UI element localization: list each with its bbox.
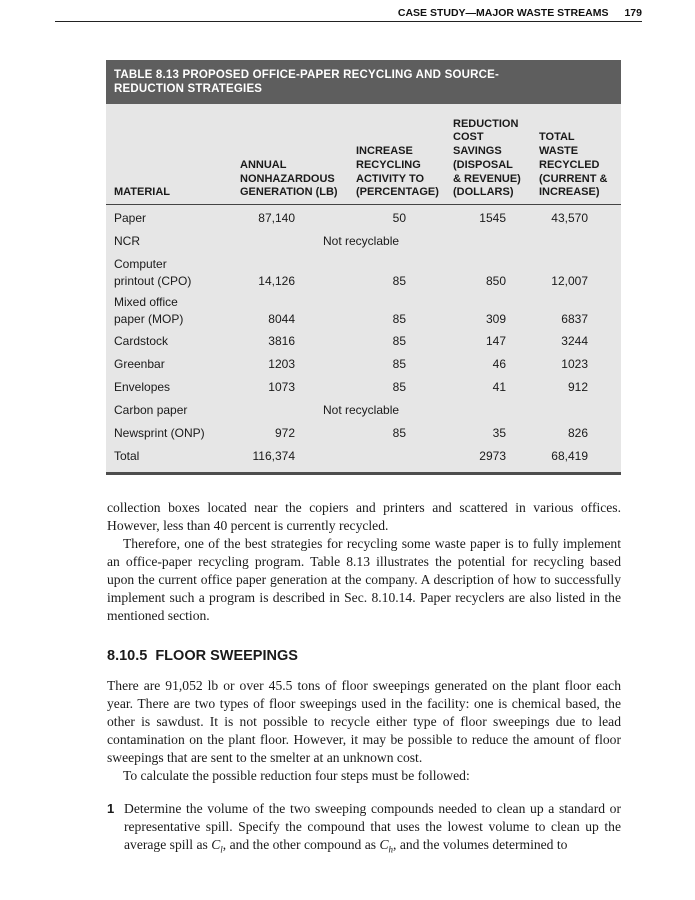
cell-material-line: printout (CPO) [114, 274, 192, 288]
cell-material: Newsprint (ONP) [114, 426, 205, 440]
col-header-line: SAVINGS [453, 145, 502, 158]
cell-generation: 14,126 [258, 274, 295, 288]
variable: C [379, 837, 389, 852]
cell-material: Greenbar [114, 357, 165, 371]
col-header-line: INCREASE [356, 145, 413, 158]
step-text [124, 800, 621, 859]
cell-savings: 1545 [479, 211, 506, 225]
cell-generation: 116,374 [252, 449, 295, 463]
cell-total: 43,570 [551, 211, 588, 225]
cell-savings: 41 [492, 380, 506, 394]
section-body-text [107, 677, 621, 785]
cell-generation: 87,140 [258, 211, 295, 225]
cell-recycling: 85 [392, 274, 406, 288]
cell-not-recyclable: Not recyclable [323, 234, 400, 248]
numbered-step [107, 800, 621, 859]
table-title-line: REDUCTION STRATEGIES [114, 83, 263, 95]
cell-material: Carbon paper [114, 403, 188, 417]
table-header [106, 104, 621, 205]
col-header-total [539, 131, 607, 200]
paragraph: collection boxes located near the copiers and printers and scattered in various offices. However, less than 40 percent is currently recycled. [107, 500, 621, 533]
section-number: 8.10.5 [107, 648, 148, 664]
cell-material: NCR [114, 234, 140, 248]
col-header-line: TOTAL [539, 131, 575, 144]
cell-total: 12,007 [551, 274, 588, 288]
col-header-line: COST [453, 131, 484, 144]
col-header-line: RECYCLING [356, 158, 421, 171]
col-header-line: (CURRENT & [539, 172, 608, 185]
col-header-line: MATERIAL [114, 186, 171, 199]
cell-savings: 2973 [479, 449, 506, 463]
cell-material-line: Computer [114, 257, 167, 271]
col-header-line: ANNUAL [240, 158, 287, 171]
paragraph: There are 91,052 lb or over 45.5 tons of floor sweepings generated on the plant floor each year. There are two types of floor sweepings used in the facility: one is chemical based, the other is sawdust. It is not possible to recycle either type of floor sweepings due to lead contamination on the plant floor. However, it may be possible to reduce the amount of floor sweepings that are sent to the smelter at an unknown cost. [107, 678, 621, 765]
cell-total: 1023 [561, 357, 588, 371]
cell-generation: 3816 [268, 334, 295, 348]
cell-total: 68,419 [551, 449, 588, 463]
col-header-savings [453, 118, 521, 200]
step-text-part: , and the other compound as [222, 837, 380, 852]
cell-material: Envelopes [114, 380, 171, 394]
variable-subscript: l [220, 844, 223, 855]
col-header-line: REDUCTION [453, 117, 519, 130]
cell-total: 912 [567, 380, 588, 394]
section-heading [107, 648, 298, 664]
cell-recycling: 85 [392, 380, 406, 394]
cell-not-recyclable: Not recyclable [323, 403, 400, 417]
section-title: FLOOR SWEEPINGS [155, 648, 298, 664]
cell-generation: 1073 [268, 380, 295, 394]
cell-savings: 35 [492, 426, 506, 440]
col-header-recycling [356, 145, 439, 200]
cell-savings: 46 [492, 357, 506, 371]
col-header-line: & REVENUE) [453, 172, 521, 185]
cell-recycling: 85 [392, 334, 406, 348]
table-title-line: TABLE 8.13 PROPOSED OFFICE-PAPER RECYCLING AND SOURCE- [114, 69, 500, 81]
step-number: 1 [107, 801, 115, 816]
col-header-material [114, 186, 170, 200]
col-header-line: (DISPOSAL [453, 158, 513, 171]
cell-savings: 147 [485, 334, 506, 348]
cell-recycling: 85 [392, 426, 406, 440]
col-header-generation [240, 159, 338, 200]
col-header-line: RECYCLED [539, 158, 600, 171]
cell-recycling: 50 [392, 211, 406, 225]
cell-total: 3244 [561, 334, 588, 348]
cell-total: 826 [567, 426, 588, 440]
page-number: 179 [624, 7, 642, 19]
cell-generation: 972 [274, 426, 295, 440]
cell-material-line: paper (MOP) [114, 312, 184, 326]
cell-generation: 8044 [268, 312, 295, 326]
col-header-line: NONHAZARDOUS [240, 172, 335, 185]
col-header-line: WASTE [539, 145, 579, 158]
variable: C [211, 837, 221, 852]
table-title [106, 60, 621, 104]
variable-subscript: h [388, 844, 394, 855]
cell-material: Paper [114, 211, 147, 225]
data-table [106, 60, 621, 475]
cell-material: Total [114, 449, 140, 463]
cell-material: Cardstock [114, 334, 169, 348]
body-text [107, 499, 621, 625]
running-head [55, 7, 642, 22]
running-title: CASE STUDY—MAJOR WASTE STREAMS [397, 7, 609, 19]
cell-material [114, 256, 244, 290]
col-header-line: ACTIVITY TO [356, 172, 425, 185]
cell-savings: 309 [485, 312, 506, 326]
cell-savings: 850 [485, 274, 506, 288]
paragraph: Therefore, one of the best strategies for recycling some waste paper is to fully implement an office-paper recycling program. Table 8.13 illustrates the potential for recycling based upon the current office paper generation at the company. A description of how to successfully implement such a program is described in Sec. 8.10.14. Paper recyclers are also listed in the mentioned section. [107, 536, 621, 623]
col-header-line: (PERCENTAGE) [356, 186, 439, 199]
cell-recycling: 85 [392, 357, 406, 371]
cell-material-line: Mixed office [114, 295, 178, 309]
cell-recycling: 85 [392, 312, 406, 326]
col-header-line: INCREASE) [539, 186, 600, 199]
cell-generation: 1203 [268, 357, 295, 371]
paragraph: To calculate the possible reduction four steps must be followed: [123, 768, 470, 783]
step-text-part: , and the volumes determined to [393, 837, 568, 852]
step-text-part: Determine the volume of the two sweeping compounds needed to clean up a standard or representative spill. Specify the compound that uses the lowest volume to clean up the average spill as [124, 801, 621, 852]
col-header-line: (DOLLARS) [453, 186, 514, 199]
cell-material [114, 294, 244, 328]
cell-total: 6837 [561, 312, 588, 326]
col-header-line: GENERATION (LB) [240, 186, 338, 199]
